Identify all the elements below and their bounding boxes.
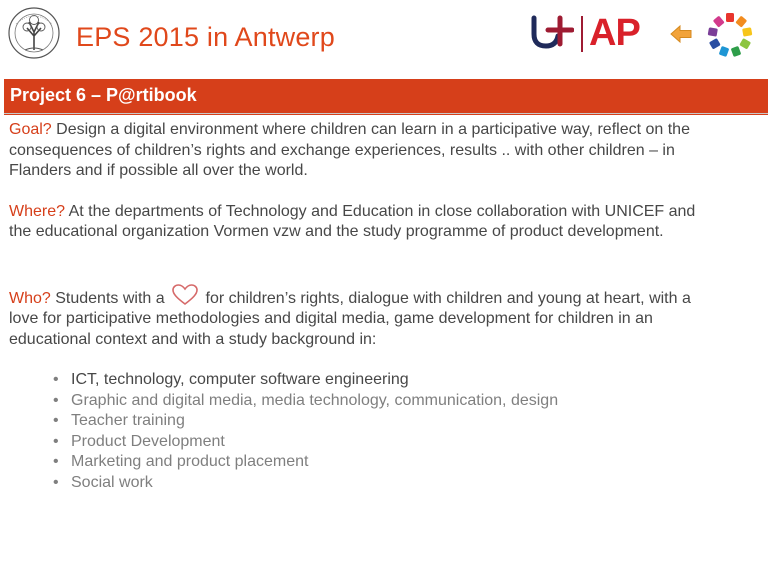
ap-logo-text: AP [589, 12, 640, 54]
banner-title: Project 6 – P@rtibook [10, 85, 197, 105]
goal-text: Design a digital environment where children can learn in a participative way, reflect on the consequences of children’s rights and exchange experiences, results .. with other children – in Flanders and if possible all over the world. [9, 121, 690, 179]
heart-icon [171, 284, 199, 306]
list-item: • Product Development [53, 432, 709, 453]
where-paragraph [9, 202, 709, 243]
section-banner [4, 79, 768, 115]
where-text: At the departments of Technology and Education in close collaboration with UNICEF and the educational organization Vormen vzw and the study programme of product development. [9, 202, 696, 240]
ut-mark-icon [528, 12, 574, 52]
list-item: • Marketing and product placement [53, 452, 709, 473]
goal-paragraph [9, 120, 709, 182]
logo-separator [581, 16, 583, 52]
goal-label: Goal? [9, 121, 52, 138]
page-title: EPS 2015 in Antwerp [76, 22, 335, 52]
list-item: • Teacher training [53, 411, 709, 432]
where-label: Where? [9, 202, 66, 220]
main-content [9, 120, 709, 493]
who-text-before: Students with a [50, 289, 170, 307]
arrow-left-icon[interactable] [670, 24, 692, 44]
background-list [9, 370, 709, 493]
colorful-ring-logo [705, 10, 755, 60]
who-paragraph [9, 284, 709, 351]
list-item: • ICT, technology, computer software engineering [53, 370, 709, 391]
list-item: • Social work [53, 473, 709, 494]
list-item: • Graphic and digital media, media technology, communication, design [53, 391, 709, 412]
who-label: Who? [9, 289, 51, 307]
university-seal-icon [7, 6, 61, 60]
who-text-after: for children’s rights, dialogue with children and young at heart, with a love for participative methodologies and digital media, game development for children in an educational context and with a study background in: [9, 289, 691, 348]
banner-underline [4, 113, 768, 114]
